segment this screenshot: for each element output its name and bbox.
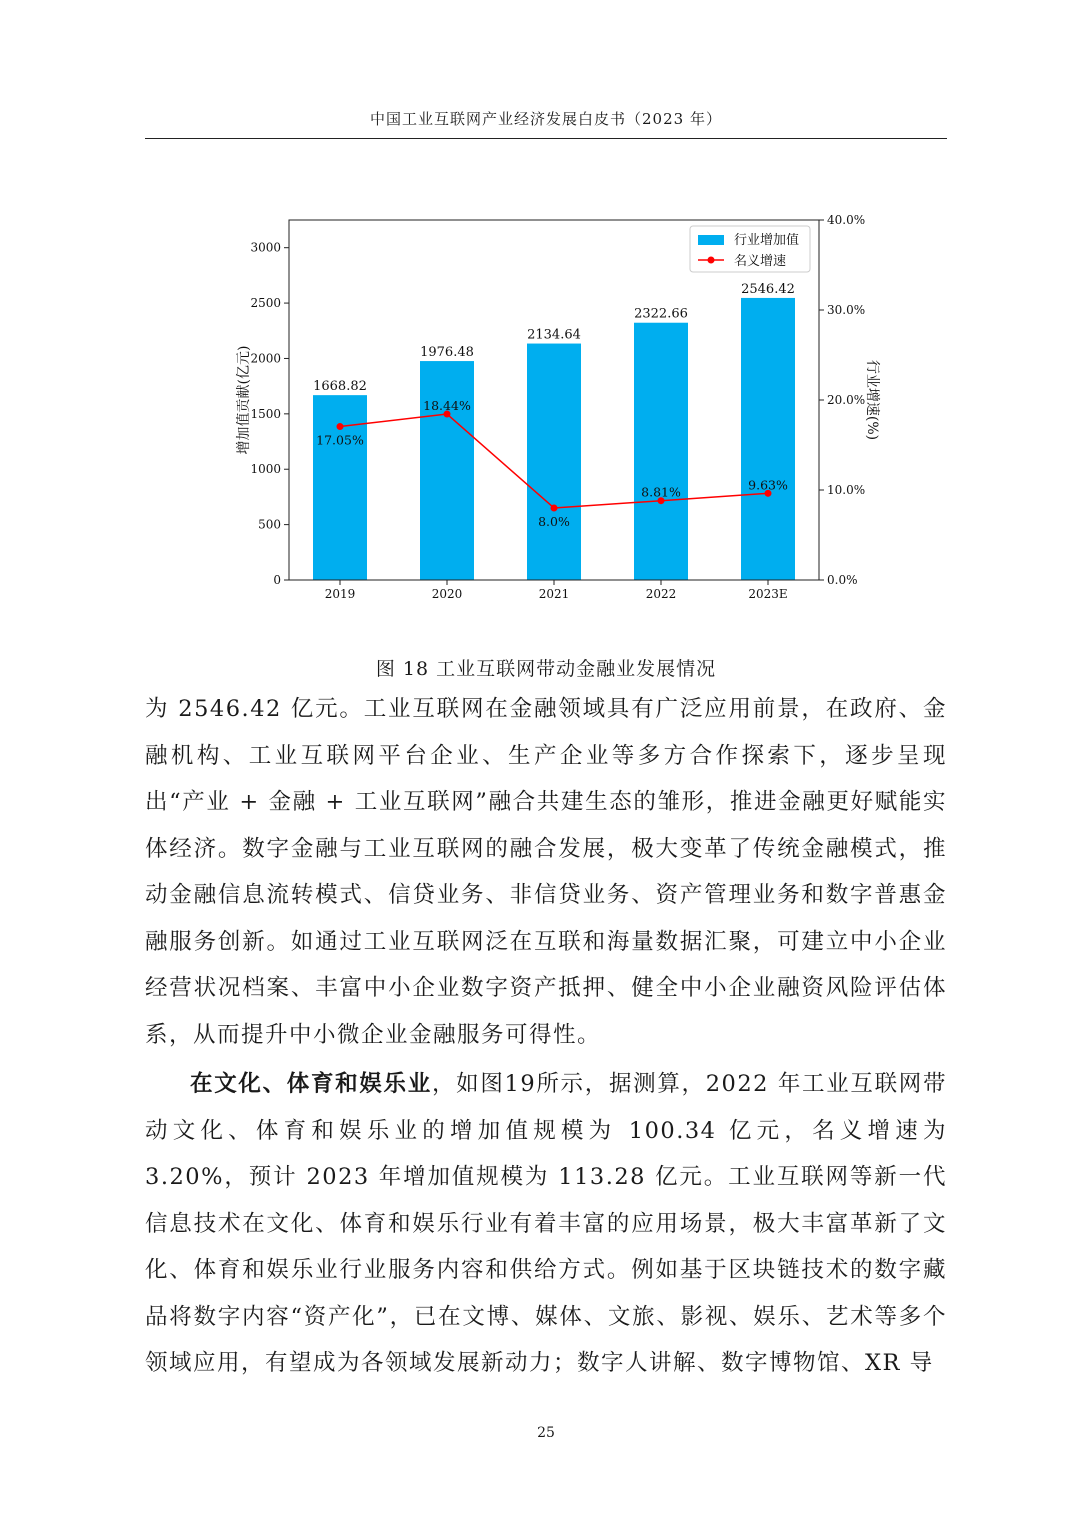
growth-label-2019: 17.05%: [316, 432, 364, 448]
y-axis-label: 增加值贡献(亿元): [236, 345, 252, 455]
bar-label-2020: 1976.48: [420, 345, 474, 361]
y-tick-label: 2000: [250, 351, 281, 366]
bar-label-2022: 2322.66: [634, 306, 688, 322]
y-tick-label: 0: [273, 573, 281, 587]
figure-caption: 图 18 工业互联网带动金融业发展情况: [375, 658, 717, 680]
paragraph-2-text: ，如图19所示，据测算，2022 年工业互联网带动文化、体育和娱乐业的增加值规模为 100.34 亿元，名义增速为 3.20%，预计 2023 年增加值规模为 113.28 亿元。工业互联网等新一代信息技术在文化、体育和娱乐行业有着丰富的应用场景，极大丰富革新了文化、体育和娱乐业行业服务内容和供给方式。例如基于区块链技术的数字藏品将数字内容“资产化”，已在文博、媒体、文旅、影视、娱乐、艺术等多个领域应用，有望成为各领域发展新动力；数字人讲解、数字博物馆、XR 导: [145, 1071, 947, 1376]
bar-2022: [634, 323, 688, 580]
bar-2021: [527, 344, 581, 580]
bar-label-2023E: 2546.42: [741, 281, 795, 297]
paragraph-2: [145, 1061, 947, 1387]
y-tick-label: 500: [258, 517, 281, 532]
legend-line-label: 名义增速: [734, 254, 787, 269]
bar-2020: [420, 361, 474, 580]
growth-label-2022: 8.81%: [641, 484, 681, 500]
legend-bar-swatch: [698, 235, 724, 245]
x-tick-label-2020: 2020: [431, 587, 463, 601]
growth-label-2021: 8.0%: [538, 514, 570, 529]
legend-line-marker: [708, 257, 715, 264]
x-tick-label-2019: 2019: [324, 587, 356, 601]
y-tick-label: 1000: [250, 462, 281, 477]
x-tick-label-2023E: 2023E: [748, 587, 788, 601]
page-number: 25: [537, 1425, 555, 1441]
growth-label-2020: 18.44%: [423, 398, 471, 414]
paragraph-1: 为 2546.42 亿元。工业互联网在金融领域具有广泛应用前景，在政府、金融机构、工业互联网平台企业、生产企业等多方合作探索下，逐步呈现出“产业 + 金融 + 工业互联网”融合共建生态的雏形，推进金融更好赋能实体经济。数字金融与工业互联网的融合发展，极大变革了传统金融模式，推动金融信息流转模式、信贷业务、非信贷业务、资产管理业务和数字普惠金融服务创新。如通过工业互联网泛在互联和海量数据汇聚，可建立中小企业经营状况档案、丰富中小企业数字资产抵押、健全中小企业融资风险评估体系，从而提升中小微企业金融服务可得性。: [145, 696, 947, 1048]
legend-bar-label: 行业增加值: [734, 233, 800, 248]
y-tick-label: 1500: [250, 406, 281, 421]
y2-axis-label: 行业增速(%): [864, 359, 880, 441]
growth-point-2019: [337, 423, 344, 430]
y2-tick-label: 20.0%: [827, 393, 866, 407]
bar-label-2021: 2134.64: [527, 327, 581, 343]
y-tick-label: 2500: [250, 296, 281, 311]
y2-tick-label: 40.0%: [827, 213, 866, 227]
bar-2019: [313, 395, 367, 580]
growth-point-2021: [551, 505, 558, 512]
y2-tick-label: 10.0%: [827, 483, 866, 497]
growth-chart: [0, 0, 1080, 640]
y2-tick-label: 0.0%: [827, 573, 858, 587]
growth-label-2023E: 9.63%: [748, 477, 788, 493]
page-header: 中国工业互联网产业经济发展白皮书（2023 年）: [370, 110, 722, 128]
bar-label-2019: 1668.82: [313, 379, 367, 395]
y2-tick-label: 30.0%: [827, 303, 866, 317]
x-tick-label-2021: 2021: [538, 587, 570, 601]
y-tick-label: 3000: [250, 240, 281, 255]
paragraph-2-heading: 在文化、体育和娱乐业: [190, 1071, 432, 1097]
x-tick-label-2022: 2022: [645, 587, 677, 601]
bar-2023E: [741, 298, 795, 580]
